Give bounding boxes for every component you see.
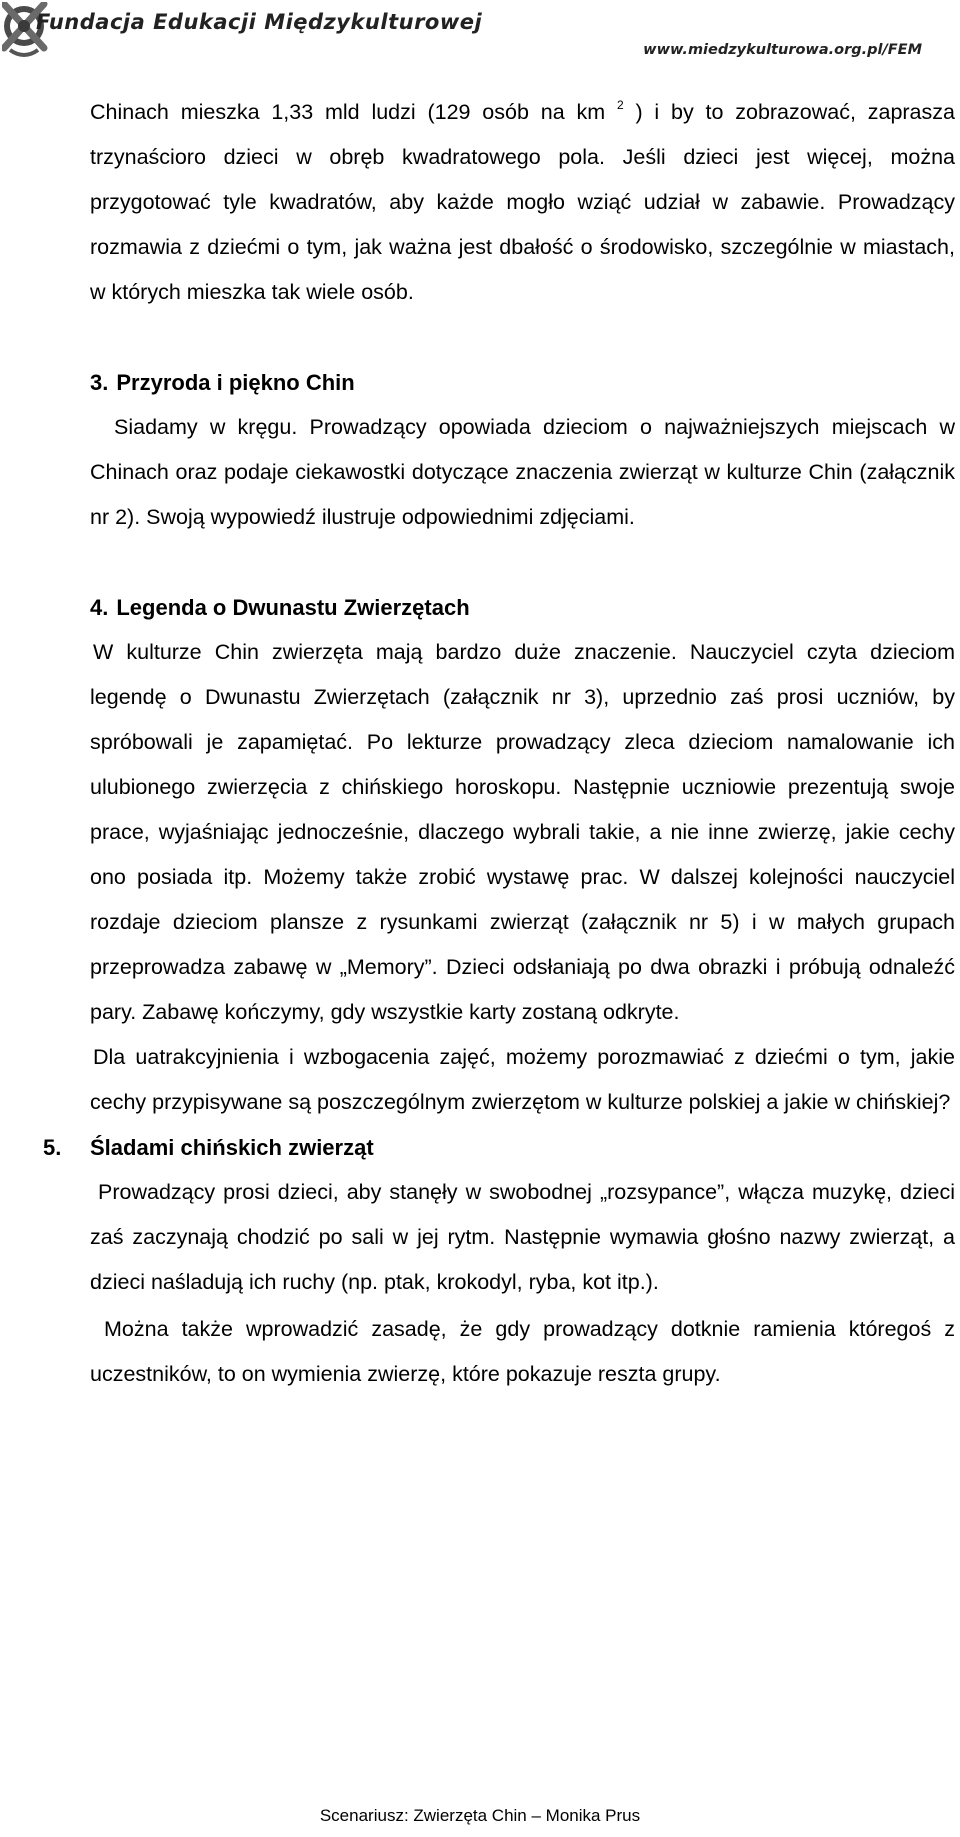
paragraph-text: W kulturze Chin zwierzęta mają bardzo duże znaczenie. Nauczyciel czyta dzieciom legendę o Dwunastu Zwierzętach (załącznik nr 3), uprzednio zaś prosi uczniów, by spróbowali je zapamiętać. Po lekturze prowadzący zleca dzieciom namalowanie ich ulubionego zwierzęcia z chińskiego horoskopu. Następnie uczniowie prezentują swoje prace, wyjaśniając jednocześnie, dlaczego wybrali takie, a nie inne zwierzę, jakie cechy ono posiada itp. Możemy także zrobić wystawę prac. W dalszej kolejności nauczyciel rozdaje dzieciom plansze z rysunkami zwierząt (załącznik nr 5) i w małych grupach przeprowadza zabawę w „Memory”. Dzieci odsłaniają po dwa obrazki i próbują odnaleźć pary. Zabawę kończymy, gdy wszystkie karty zostaną odkryte. xyxy=(90,640,955,1024)
section-number: 4. xyxy=(90,595,109,620)
paragraph-section-4a xyxy=(90,630,955,1035)
paragraph-section-4b xyxy=(90,1035,955,1125)
paragraph-section-5a xyxy=(90,1170,955,1305)
section-heading-5 xyxy=(43,1125,955,1170)
page-footer: Scenariusz: Zwierzęta Chin – Monika Prus xyxy=(319,1806,641,1825)
paragraph-text: Można także wprowadzić zasadę, że gdy prowadzący dotknie ramienia któregoś z uczestników, to on wymienia zwierzę, które pokazuje reszta grupy. xyxy=(90,1317,955,1386)
paragraph-text: Prowadzący prosi dzieci, aby stanęły w swobodnej „rozsypance”, włącza muzykę, dzieci zaś zaczynają chodzić po sali w jej rytm. Następnie wymawia głośno nazwy zwierząt, a dzieci naśladują ich ruchy (np. ptak, krokodyl, ryba, kot itp.). xyxy=(90,1180,955,1294)
page-header xyxy=(0,0,960,64)
section-title: Legenda o Dwunastu Zwierzętach xyxy=(116,595,470,620)
document-body xyxy=(43,90,955,1397)
paragraph-text: Siadamy w kręgu. Prowadzący opowiada dzieciom o najważniejszych miejscach w Chinach oraz podaje ciekawostki dotyczące znaczenia zwierząt w kulturze Chin (załącznik nr 2). Swoją wypowiedź ilustruje odpowiednimi zdjęciami. xyxy=(90,415,955,529)
section-heading-3 xyxy=(90,360,955,405)
paragraph-text: Chinach mieszka 1,33 mld ludzi (129 osób na km xyxy=(90,100,606,124)
paragraph-section-3 xyxy=(90,405,955,540)
section-number: 5. xyxy=(43,1135,62,1160)
header-url[interactable]: www.miedzykulturowa.org.pl/FEM xyxy=(643,42,922,58)
section-number: 3. xyxy=(90,370,109,395)
section-title: Śladami chińskich zwierząt xyxy=(90,1135,374,1160)
superscript: 2 xyxy=(616,98,624,112)
paragraph-text: ) i by to zobrazować, zaprasza trzynaścioro dzieci w obręb kwadratowego pola. Jeśli dzieci jest więcej, można przygotować tyle kwadratów, aby każde mogło wziąć udział w zabawie. Prowadzący rozmawia z dziećmi o tym, jak ważna jest dbałość o środowisko, szczególnie w miastach, w których mieszka tak wiele osób. xyxy=(90,100,955,304)
section-title: Przyroda i piękno Chin xyxy=(116,370,355,395)
paragraph-intro xyxy=(90,90,955,315)
paragraph-section-5b xyxy=(90,1307,955,1397)
section-heading-4 xyxy=(90,585,955,630)
brand-name: Fundacja Edukacji Międzykulturowej xyxy=(36,10,483,34)
paragraph-text: Dla uatrakcyjnienia i wzbogacenia zajęć, możemy porozmawiać z dziećmi o tym, jakie cechy przypisywane są poszczególnym zwierzętom w kulturze polskiej a jakie w chińskiej? xyxy=(90,1045,955,1114)
